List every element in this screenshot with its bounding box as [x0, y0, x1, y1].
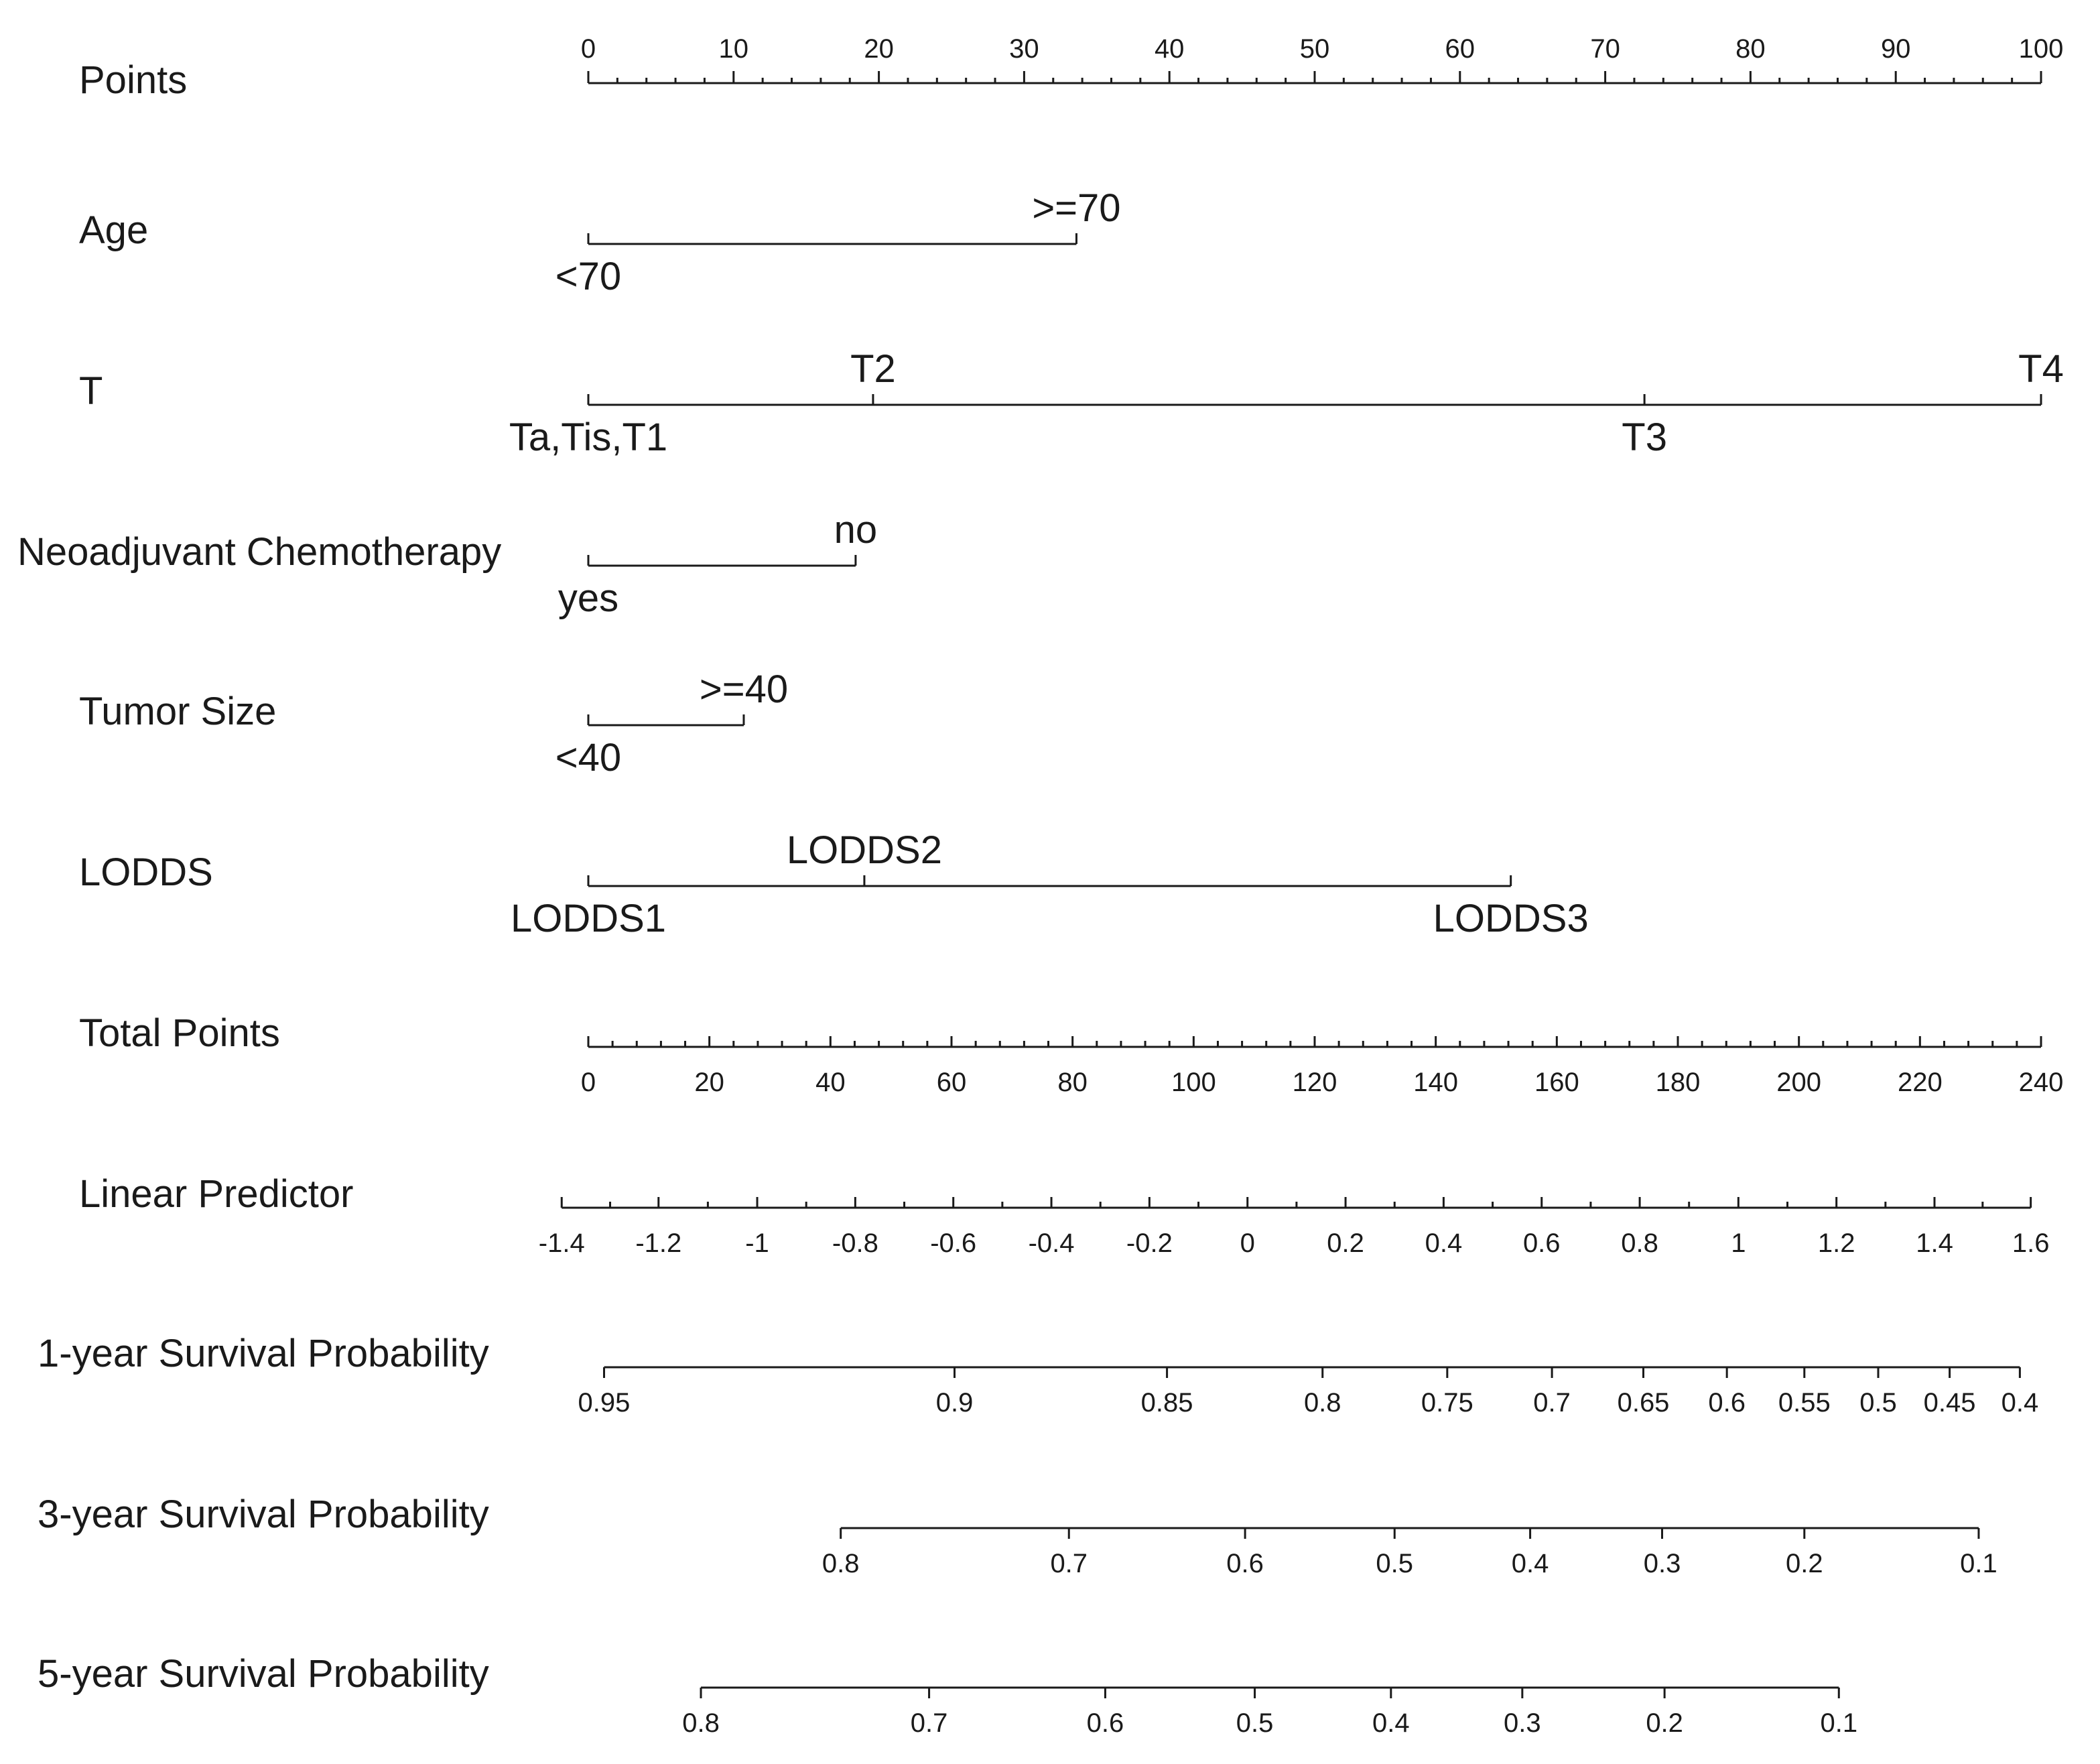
points-tick-label: 0 — [580, 34, 596, 64]
1-year-survival-probability-tick-label: 0.65 — [1617, 1388, 1670, 1418]
1-year-survival-probability-tick-label: 0.5 — [1859, 1388, 1897, 1418]
3-year-survival-probability-row-label: 3-year Survival Probability — [38, 1493, 489, 1536]
total-points-tick-label: 140 — [1413, 1068, 1459, 1097]
3-year-survival-probability-tick-label: 0.5 — [1376, 1549, 1414, 1578]
total-points-tick-label: 20 — [694, 1068, 724, 1097]
linear-predictor-tick-label: -1.4 — [538, 1228, 585, 1258]
points-tick-label: 80 — [1735, 34, 1766, 64]
tick-marks-layer — [562, 71, 2041, 1698]
points-row-label: Points — [79, 58, 188, 102]
linear-predictor-tick-label: -0.6 — [930, 1228, 977, 1258]
points-tick-label: 100 — [2018, 34, 2064, 64]
points-tick-label: 20 — [864, 34, 894, 64]
total-points-tick-label: 40 — [815, 1068, 846, 1097]
1-year-survival-probability-tick-label: 0.9 — [935, 1388, 974, 1418]
1-year-survival-probability-tick-label: 0.7 — [1533, 1388, 1571, 1418]
age-level-label: >=70 — [1032, 186, 1121, 230]
linear-predictor-tick-label: 1 — [1731, 1228, 1746, 1258]
neoadjuvant-chemotherapy-level-label: yes — [557, 576, 619, 620]
1-year-survival-probability-tick-label: 0.8 — [1303, 1388, 1341, 1418]
axis-lines-layer — [562, 83, 2041, 1688]
1-year-survival-probability-tick-label: 0.55 — [1778, 1388, 1831, 1418]
1-year-survival-probability-tick-label: 0.4 — [2001, 1388, 2039, 1418]
total-points-tick-label: 0 — [580, 1068, 596, 1097]
linear-predictor-tick-label: -0.4 — [1028, 1228, 1075, 1258]
lodds-level-label: LODDS3 — [1433, 897, 1589, 940]
5-year-survival-probability-tick-label: 0.8 — [682, 1708, 720, 1738]
linear-predictor-tick-label: -1.2 — [635, 1228, 682, 1258]
3-year-survival-probability-tick-label: 0.4 — [1511, 1549, 1549, 1578]
tumor-size-level-label: <40 — [555, 736, 622, 779]
tumor-size-level-label: >=40 — [699, 668, 789, 711]
linear-predictor-tick-label: 0.2 — [1327, 1228, 1364, 1258]
linear-predictor-tick-label: 0.4 — [1425, 1228, 1463, 1258]
total-points-tick-label: 120 — [1292, 1068, 1337, 1097]
1-year-survival-probability-tick-label: 0.6 — [1708, 1388, 1746, 1418]
linear-predictor-tick-label: 1.6 — [2012, 1228, 2050, 1258]
5-year-survival-probability-tick-label: 0.6 — [1086, 1708, 1124, 1738]
t-level-label: Ta,Tis,T1 — [509, 416, 668, 459]
points-tick-label: 30 — [1009, 34, 1039, 64]
neoadjuvant-chemotherapy-level-label: no — [834, 508, 878, 552]
total-points-tick-label: 80 — [1057, 1068, 1088, 1097]
linear-predictor-tick-label: -0.8 — [832, 1228, 878, 1258]
linear-predictor-tick-label: 0.6 — [1522, 1228, 1561, 1258]
points-tick-label: 60 — [1445, 34, 1475, 64]
total-points-row-label: Total Points — [79, 1011, 280, 1055]
linear-predictor-tick-label: -1 — [745, 1228, 769, 1258]
total-points-tick-label: 200 — [1776, 1068, 1822, 1097]
5-year-survival-probability-tick-label: 0.5 — [1236, 1708, 1274, 1738]
5-year-survival-probability-tick-label: 0.7 — [910, 1708, 948, 1738]
tumor-size-row-label: Tumor Size — [79, 690, 277, 733]
5-year-survival-probability-tick-label: 0.3 — [1504, 1708, 1541, 1738]
linear-predictor-tick-label: 1.2 — [1817, 1228, 1855, 1258]
age-level-label: <70 — [555, 255, 622, 298]
5-year-survival-probability-tick-label: 0.4 — [1372, 1708, 1410, 1738]
lodds-row-label: LODDS — [79, 850, 213, 894]
3-year-survival-probability-tick-label: 0.6 — [1226, 1549, 1264, 1578]
linear-predictor-tick-label: -0.2 — [1126, 1228, 1173, 1258]
linear-predictor-tick-label: 0.8 — [1621, 1228, 1658, 1258]
total-points-tick-label: 240 — [2018, 1068, 2064, 1097]
1-year-survival-probability-row-label: 1-year Survival Probability — [38, 1332, 489, 1375]
3-year-survival-probability-tick-label: 0.3 — [1643, 1549, 1681, 1578]
points-tick-label: 70 — [1590, 34, 1620, 64]
1-year-survival-probability-tick-label: 0.45 — [1923, 1388, 1976, 1418]
total-points-tick-label: 100 — [1171, 1068, 1216, 1097]
3-year-survival-probability-tick-label: 0.8 — [822, 1549, 860, 1578]
5-year-survival-probability-row-label: 5-year Survival Probability — [38, 1652, 489, 1696]
linear-predictor-row-label: Linear Predictor — [79, 1172, 354, 1216]
3-year-survival-probability-tick-label: 0.7 — [1050, 1549, 1088, 1578]
linear-predictor-tick-label: 1.4 — [1916, 1228, 1953, 1258]
5-year-survival-probability-tick-label: 0.1 — [1820, 1708, 1858, 1738]
points-tick-label: 40 — [1154, 34, 1185, 64]
1-year-survival-probability-tick-label: 0.75 — [1421, 1388, 1473, 1418]
points-tick-label: 90 — [1880, 34, 1911, 64]
total-points-tick-label: 220 — [1897, 1068, 1943, 1097]
neoadjuvant-chemotherapy-row-label: Neoadjuvant Chemotherapy — [17, 530, 502, 574]
t-level-label: T2 — [850, 347, 896, 391]
t-row-label: T — [79, 369, 103, 413]
age-row-label: Age — [79, 208, 149, 252]
points-tick-label: 50 — [1299, 34, 1330, 64]
total-points-tick-label: 160 — [1534, 1068, 1579, 1097]
1-year-survival-probability-tick-label: 0.85 — [1140, 1388, 1193, 1418]
3-year-survival-probability-tick-label: 0.1 — [1960, 1549, 1997, 1578]
lodds-level-label: LODDS2 — [786, 828, 942, 872]
t-level-label: T4 — [2018, 347, 2064, 391]
total-points-tick-label: 180 — [1655, 1068, 1701, 1097]
lodds-level-label: LODDS1 — [510, 897, 667, 940]
3-year-survival-probability-tick-label: 0.2 — [1785, 1549, 1823, 1578]
1-year-survival-probability-tick-label: 0.95 — [578, 1388, 631, 1418]
points-tick-label: 10 — [718, 34, 749, 64]
t-level-label: T3 — [1622, 416, 1667, 459]
linear-predictor-tick-label: 0 — [1240, 1228, 1255, 1258]
5-year-survival-probability-tick-label: 0.2 — [1646, 1708, 1683, 1738]
total-points-tick-label: 60 — [936, 1068, 967, 1097]
